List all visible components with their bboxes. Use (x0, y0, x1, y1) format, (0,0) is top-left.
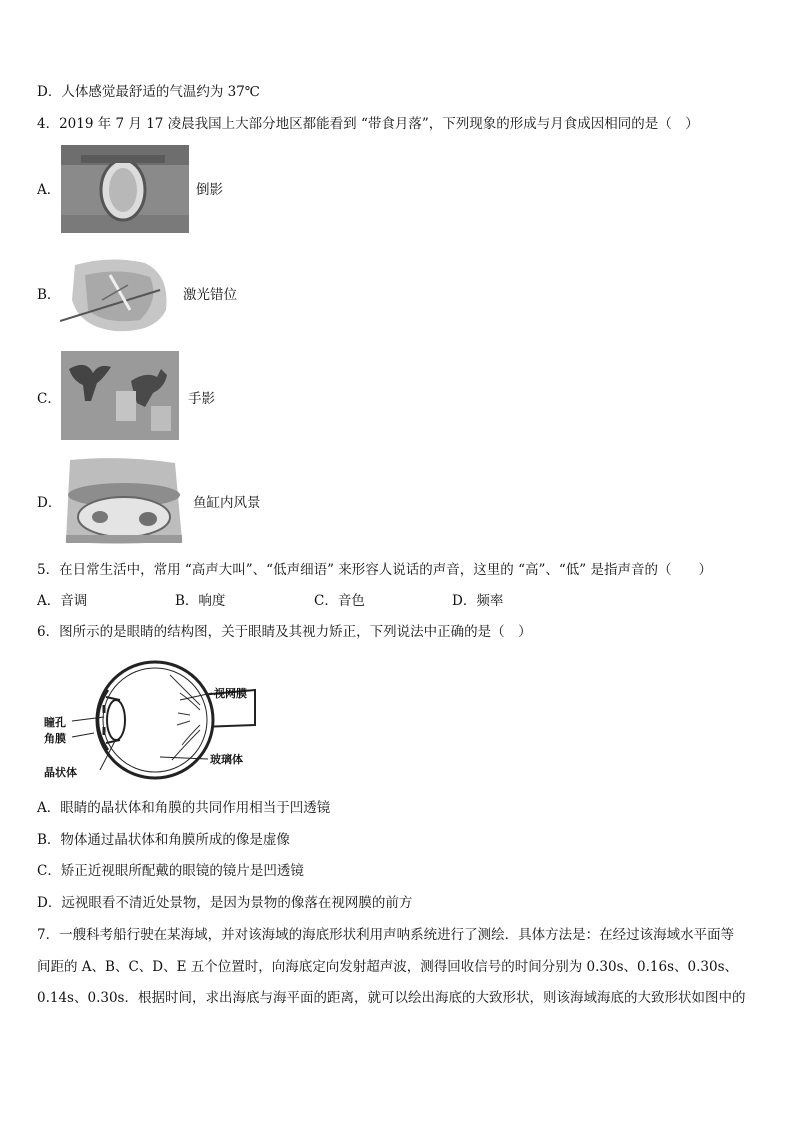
eye-structure-diagram (40, 655, 260, 785)
q7-line-3: 0.14s、0.30s．根据时间，求出海底与海平面的距离，就可以绘出海底的大致形状，则该海域海底的大致形状如图中的 (37, 990, 746, 1006)
q4-option-a-caption: 倒影 (196, 182, 223, 198)
q7-line-2: 间距的 A、B、C、D、E 五个位置时，向海底定向发射超声波，测得回收信号的时间分别为 0.30s、0.16s、0.30s、 (37, 959, 739, 975)
vitreous-label: 玻璃体 (210, 753, 243, 766)
lens-label: 晶状体 (44, 766, 77, 779)
q4-option-d-caption: 鱼缸内风景 (193, 495, 261, 511)
q6-option-c: C．矫正近视眼所配戴的眼镜的镜片是凹透镜 (37, 863, 304, 879)
q6-option-b: B．物体通过晶状体和角膜所成的像是虚像 (37, 832, 290, 848)
q6-stem: 6．图所示的是眼睛的结构图，关于眼睛及其视力矫正，下列说法中正确的是（ ） (37, 624, 532, 640)
q4-option-b-caption: 激光错位 (183, 287, 237, 303)
q5-option-a: A．音调 (37, 593, 88, 609)
reflection-photo (61, 145, 189, 233)
q7-line-1: 7．一艘科考船行驶在某海域，并对该海域的海底形状利用声呐系统进行了测绘．具体方法是：在经过该海域水平面等 (37, 927, 735, 943)
q6-option-a: A．眼睛的晶状体和角膜的共同作用相当于凹透镜 (37, 800, 331, 816)
q4-option-a-label: A． (37, 182, 61, 198)
q5-stem: 5．在日常生活中，常用 “高声大叫”、“低声细语” 来形容人说话的声音，这里的 “高”、“低” 是指声音的（ ） (37, 562, 712, 578)
laser-photo (60, 255, 172, 335)
q4-option-b-label: B． (37, 287, 61, 303)
q5-option-c: C．音色 (314, 593, 365, 609)
pupil-label: 瞳孔 (44, 716, 66, 729)
q4-stem: 4．2019 年 7 月 17 凌晨我国上大部分地区都能看到 “带食月落”，下列现象的形成与月食成因相同的是（ ） (37, 116, 699, 132)
q4-option-d-label: D． (37, 495, 62, 511)
hand-shadow-photo (61, 351, 179, 440)
retina-label: 视网膜 (214, 687, 247, 700)
q4-option-c-caption: 手影 (188, 391, 215, 407)
fish-tank-photo (60, 455, 188, 547)
q6-option-d: D．远视眼看不清近处景物，是因为景物的像落在视网膜的前方 (37, 895, 413, 911)
q3-option-d: D．人体感觉最舒适的气温约为 37℃ (37, 84, 260, 100)
cornea-label: 角膜 (44, 732, 66, 745)
q5-option-b: B．响度 (175, 593, 226, 609)
q4-option-c-label: C． (37, 391, 61, 407)
q5-option-d: D．频率 (452, 593, 504, 609)
